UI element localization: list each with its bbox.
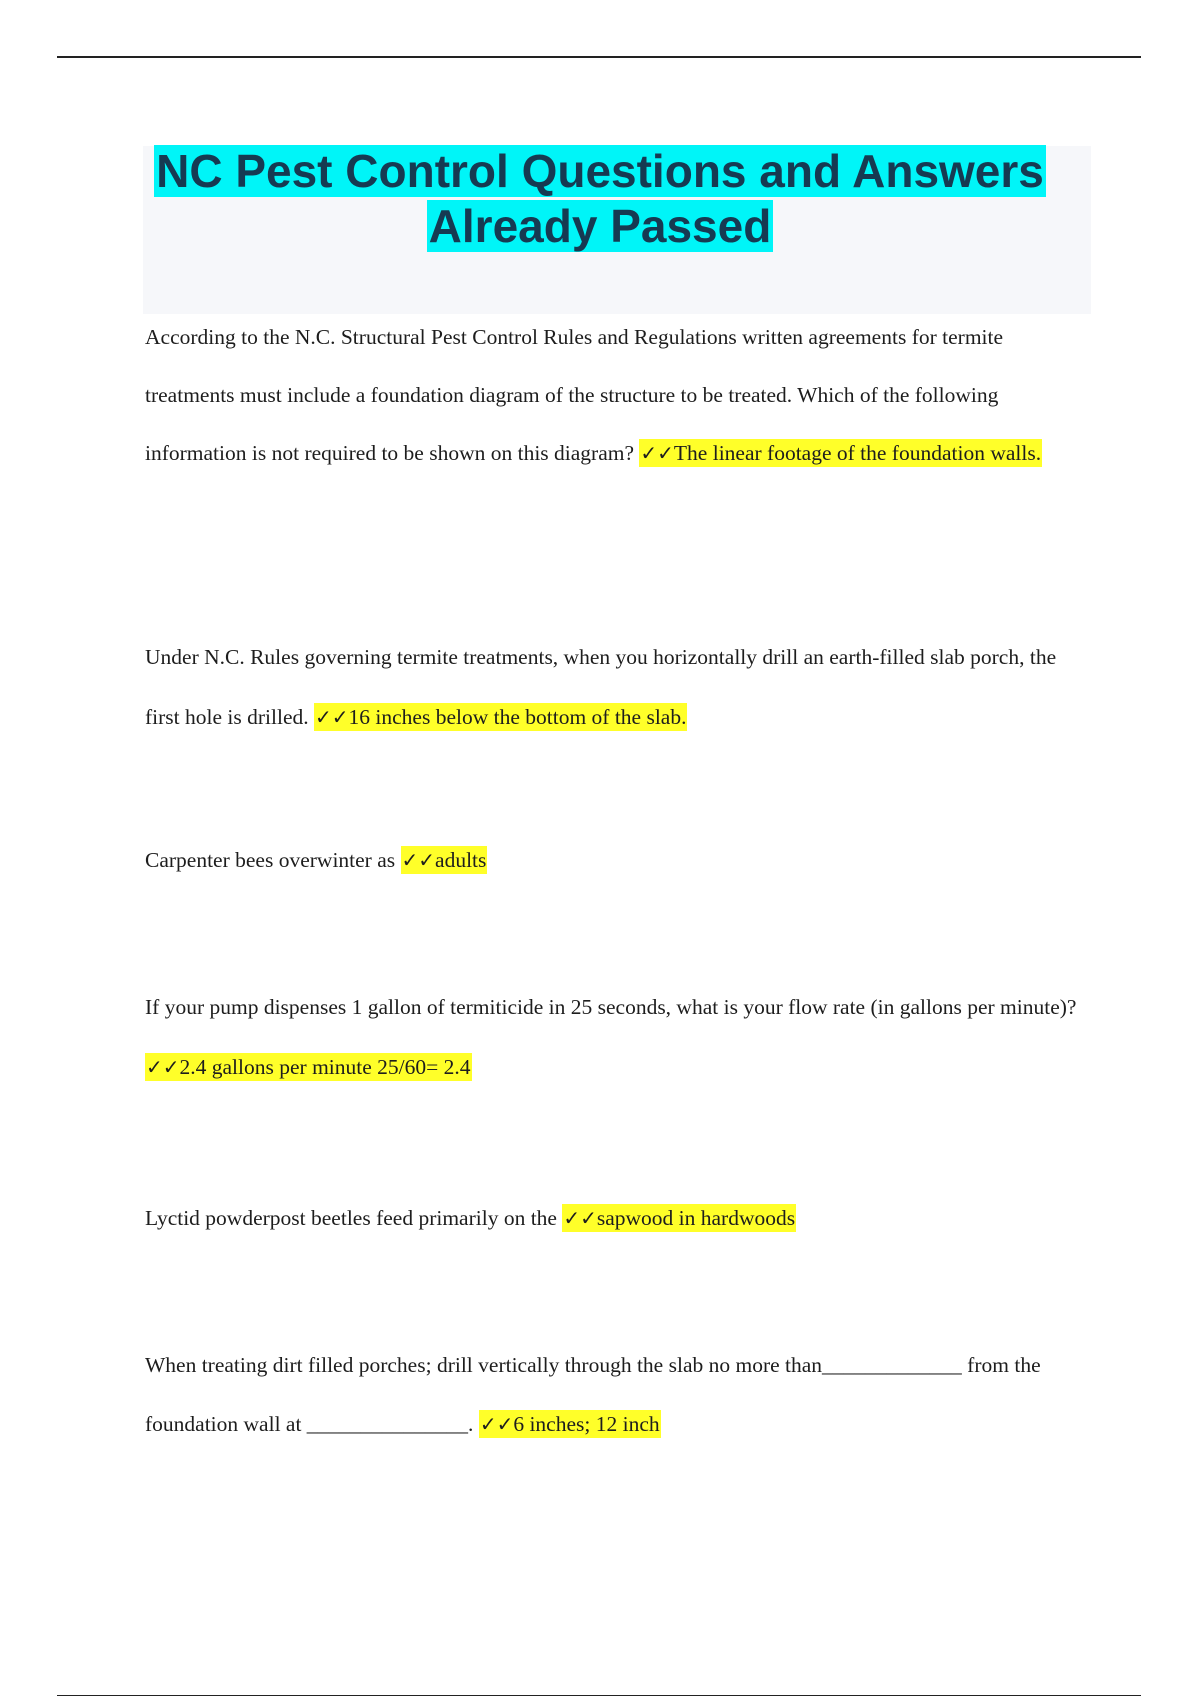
double-check-icon: ✓✓	[401, 848, 436, 872]
double-check-icon: ✓✓	[479, 1412, 514, 1436]
answer-highlight	[314, 703, 687, 731]
title-line-2: Already Passed	[428, 200, 772, 252]
answer-text: sapwood in hardwoods	[596, 1206, 796, 1230]
double-check-icon: ✓✓	[640, 441, 674, 465]
answer-text: 16 inches below the bottom of the slab.	[348, 705, 687, 729]
qa-item	[145, 1336, 1095, 1454]
question-text: When treating dirt filled porches; drill vertically through the slab no more than_____________ from the foundation wall at _______________.	[145, 1353, 1041, 1436]
bottom-rule	[57, 1695, 1141, 1696]
top-rule	[57, 56, 1141, 58]
answer-text: 6 inches; 12 inch	[513, 1412, 660, 1436]
qa-item	[145, 977, 1095, 1097]
answer-text: The linear footage of the foundation walls.	[673, 441, 1042, 465]
qa-item	[145, 308, 1095, 482]
question-text: If your pump dispenses 1 gallon of termiticide in 25 seconds, what is your flow rate (in gallons per minute)?	[145, 995, 1077, 1019]
answer-highlight	[639, 439, 1042, 467]
question-text: Carpenter bees overwinter as	[145, 848, 396, 872]
answer-text: 2.4 gallons per minute 25/60= 2.4	[179, 1055, 471, 1079]
question-text: According to the N.C. Structural Pest Control Rules and Regulations written agreements for termite treatments must include a foundation diagram of the structure to be treated. Which of the following information is not required to be shown on this diagram?	[145, 325, 1004, 465]
double-check-icon: ✓✓	[563, 1206, 597, 1230]
title-line-1: NC Pest Control Questions and Answers	[156, 145, 1044, 197]
question-text: Under N.C. Rules governing termite treatments, when you horizontally drill an earth-filled slab porch, the first hole is drilled.	[145, 645, 1057, 729]
qa-item	[145, 627, 1095, 747]
double-check-icon: ✓✓	[146, 1055, 180, 1079]
answer-text: adults	[435, 848, 487, 872]
question-text: Lyctid powderpost beetles feed primarily on the	[145, 1206, 557, 1230]
answer-highlight	[145, 1053, 472, 1081]
qa-item	[145, 830, 1095, 890]
answer-highlight	[562, 1204, 796, 1232]
qa-item	[145, 1188, 1095, 1248]
answer-highlight	[401, 846, 488, 874]
double-check-icon: ✓✓	[315, 705, 349, 729]
page-title	[100, 144, 1100, 254]
answer-highlight	[479, 1410, 661, 1438]
